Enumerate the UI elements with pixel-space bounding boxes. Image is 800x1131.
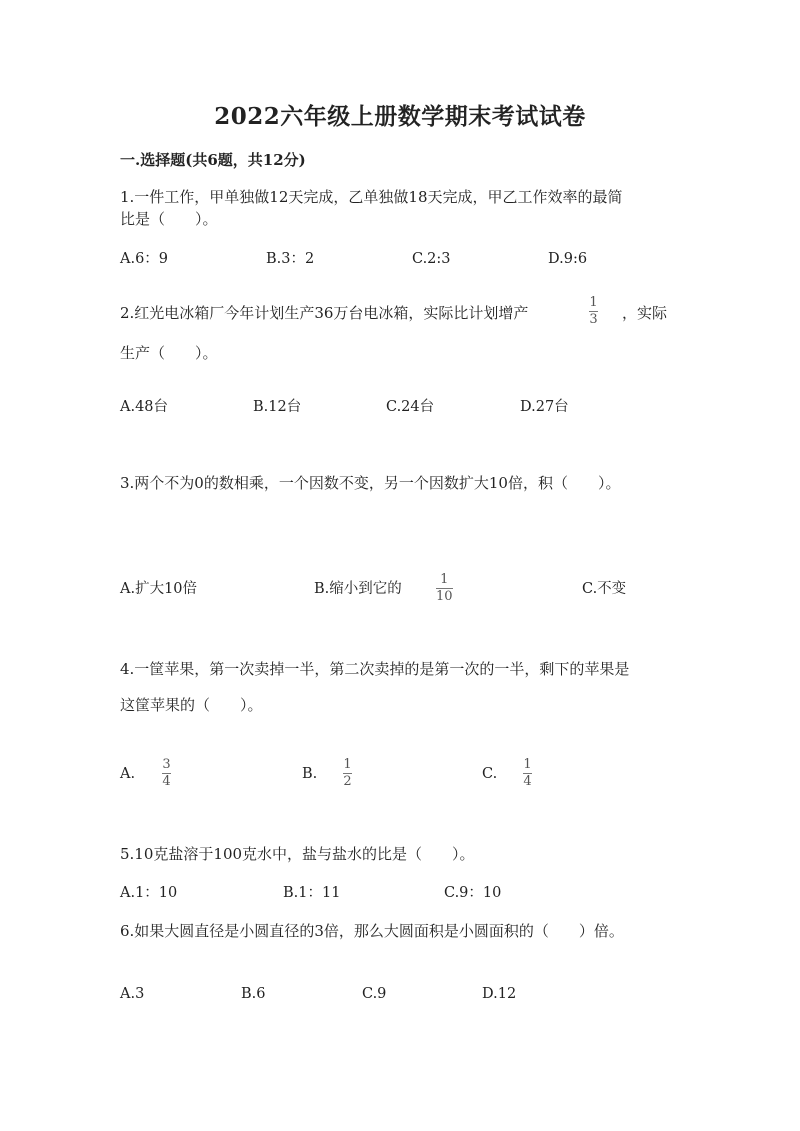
q2-fraction [589, 296, 598, 327]
q4-option-c: C. [482, 766, 498, 782]
q2-text-line2: 生产（ ）。 [120, 344, 218, 362]
q6-text-line1: 6.如果大圆直径是小圆直径的3倍，那么大圆面积是小圆面积的（ ）倍。 [120, 922, 624, 940]
q4-fraction-a [162, 758, 171, 789]
q3-option-a: A.扩大10倍 [120, 581, 198, 597]
q1-text-line2: 比是（ ）。 [120, 210, 218, 228]
q3-fraction-denominator: 10 [436, 589, 453, 604]
q6-option-a: A.3 [120, 986, 145, 1002]
q1-option-c: C.2:3 [412, 251, 451, 267]
q3-fraction-numerator: 1 [440, 572, 449, 587]
q2-fraction-denominator: 3 [589, 312, 598, 327]
q2-option-d: D.27台 [520, 399, 569, 415]
q4-fraction-c-numerator: 1 [523, 757, 532, 772]
q1-option-d: D.9:6 [548, 251, 588, 267]
q4-option-a: A. [120, 766, 136, 782]
q2-fraction-numerator: 1 [589, 295, 598, 310]
q6-option-b: B.6 [241, 986, 266, 1002]
q2-option-a: A.48台 [120, 399, 169, 415]
q2-text-line1-end: ，实际 [622, 304, 668, 322]
q3-text-line1: 3.两个不为0的数相乘，一个因数不变，另一个因数扩大10倍，积（ ）。 [120, 474, 621, 492]
q4-fraction-b-numerator: 1 [343, 757, 352, 772]
q3-fraction [436, 573, 453, 604]
q4-fraction-a-numerator: 3 [162, 757, 171, 772]
q1-option-a: A.6：9 [120, 251, 169, 267]
q5-text-line1: 5.10克盐溶于100克水中，盐与盐水的比是（ ）。 [120, 845, 475, 863]
q6-option-c: C.9 [362, 986, 387, 1002]
q4-text-line2: 这筐苹果的（ ）。 [120, 696, 263, 714]
q2-option-c: C.24台 [386, 399, 435, 415]
q3-option-b: B.缩小到它的 [314, 581, 402, 597]
q4-fraction-a-denominator: 4 [162, 774, 171, 789]
q4-option-b: B. [302, 766, 318, 782]
q4-fraction-c-denominator: 4 [523, 774, 532, 789]
section-heading: 一.选择题(共6题，共12分) [120, 151, 306, 169]
q4-fraction-c [523, 758, 532, 789]
q5-option-c: C.9：10 [444, 885, 502, 901]
q4-text-line1: 4.一筐苹果，第一次卖掉一半，第二次卖掉的是第一次的一半，剩下的苹果是 [120, 660, 630, 678]
q4-fraction-b-denominator: 2 [343, 774, 352, 789]
q2-text-line1: 2.红光电冰箱厂今年计划生产36万台电冰箱，实际比计划增产 [120, 304, 529, 322]
q6-option-d: D.12 [482, 986, 517, 1002]
q4-fraction-b [343, 758, 352, 789]
q3-option-c: C.不变 [582, 581, 627, 597]
page-title: 2022六年级上册数学期末考试试卷 [214, 103, 586, 130]
q5-option-a: A.1：10 [120, 885, 178, 901]
q1-option-b: B.3：2 [266, 251, 315, 267]
q5-option-b: B.1：11 [283, 885, 341, 901]
q1-text-line1: 1.一件工作，甲单独做12天完成，乙单独做18天完成，甲乙工作效率的最简 [120, 188, 623, 206]
q2-option-b: B.12台 [253, 399, 302, 415]
